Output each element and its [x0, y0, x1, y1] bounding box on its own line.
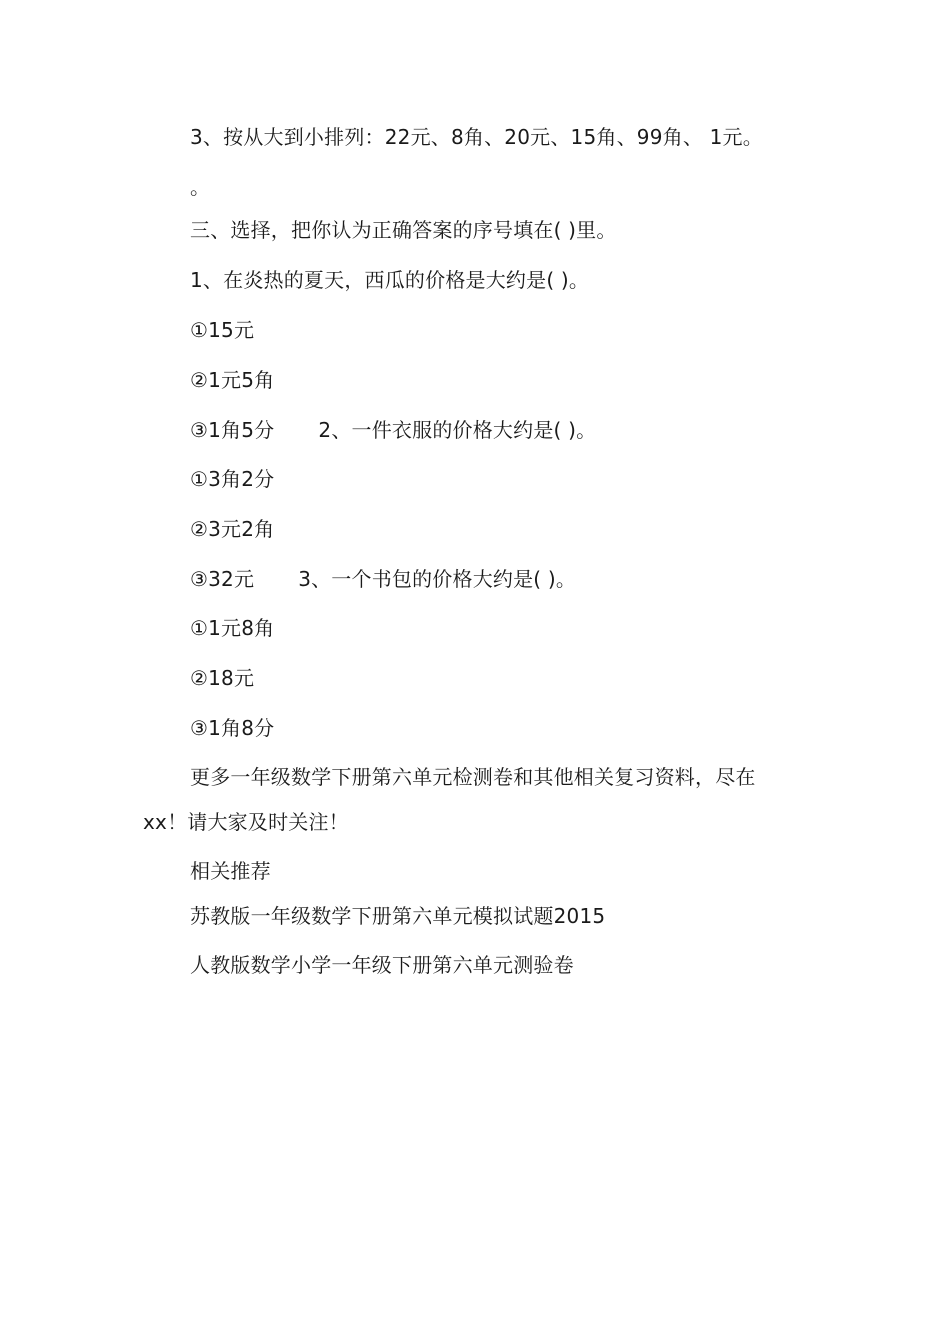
section-3-heading — [190, 216, 617, 244]
text-line: 。 — [190, 175, 211, 199]
related-heading — [190, 857, 271, 885]
q2-option-2 — [190, 515, 274, 543]
stray-period — [190, 173, 210, 201]
text-line: xx！请大家及时关注！ — [143, 810, 349, 834]
text-line[interactable]: 苏教版一年级数学下册第六单元模拟试题2015 — [190, 904, 606, 928]
text-line: ①3角2分 — [190, 467, 275, 491]
text-line: 3、一个书包的价格大约是( )。 — [298, 567, 577, 591]
q2-option-3-and-question-3 — [190, 565, 576, 593]
q2-option-1 — [190, 465, 274, 493]
q1-option-1 — [190, 316, 254, 344]
more-resources-continuation — [143, 808, 349, 836]
text-line: 相关推荐 — [190, 859, 271, 883]
text-line: ③1角8分 — [190, 716, 275, 740]
text-line: 2、一件衣服的价格大约是( )。 — [318, 418, 597, 442]
text-line[interactable]: 人教版数学小学一年级下册第六单元测验卷 — [190, 953, 574, 977]
text-line: 3、按从大到小排列：22元、8角、20元、15角、99角、 1元。 — [190, 125, 763, 149]
q3-option-3 — [190, 714, 274, 742]
text-line: ③1角5分 — [190, 418, 275, 442]
more-resources-paragraph — [190, 763, 756, 791]
question-3-sort — [190, 123, 763, 151]
text-line: ②18元 — [190, 666, 255, 690]
text-line: ①1元8角 — [190, 616, 275, 640]
text-line: ①15元 — [190, 318, 255, 342]
related-link-2[interactable] — [190, 951, 574, 979]
text-line: ②3元2角 — [190, 517, 275, 541]
q1-option-3-and-question-2 — [190, 416, 596, 444]
text-line: 更多一年级数学下册第六单元检测卷和其他相关复习资料，尽在 — [190, 765, 756, 789]
related-link-1[interactable] — [190, 902, 605, 930]
choice-question-1 — [190, 266, 589, 294]
q1-option-2 — [190, 366, 274, 394]
q3-option-2 — [190, 664, 254, 692]
text-line: ②1元5角 — [190, 368, 275, 392]
q3-option-1 — [190, 614, 274, 642]
text-line: ③32元 — [190, 567, 255, 591]
text-line: 三、选择，把你认为正确答案的序号填在( )里。 — [190, 218, 617, 242]
text-line: 1、在炎热的夏天，西瓜的价格是大约是( )。 — [190, 268, 590, 292]
